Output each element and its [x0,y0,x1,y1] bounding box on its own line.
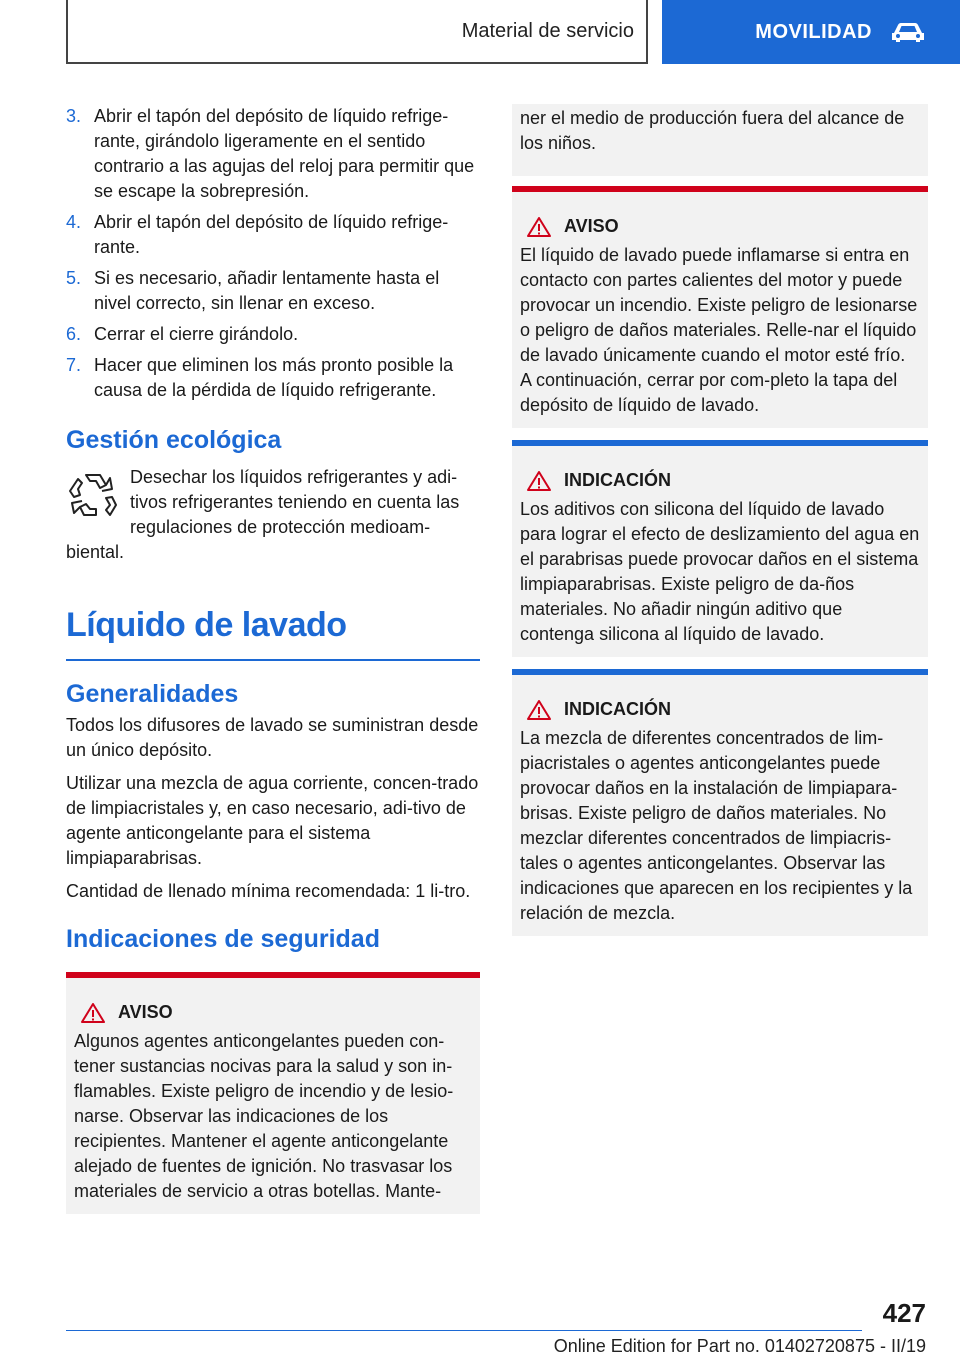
warning-title [520,214,920,239]
step-number: 4. [66,212,82,232]
step-text: Hacer que eliminen los más pronto posible la causa de la pérdida de líquido refrigerante. [94,355,454,400]
section-label: Material de servicio [461,19,634,42]
step-item [66,210,480,260]
warning-continuation-text: ner el medio de producción fuera del alcance de los niños. [520,108,905,153]
step-text: Abrir el tapón del depósito de líquido refrige-rante. [94,212,449,257]
warning-label: AVISO [564,216,619,236]
notice-label: INDICACIÓN [564,699,671,719]
warning-label: AVISO [118,1002,173,1022]
step-item [66,353,480,403]
step-item [66,266,480,316]
footer-edition: Online Edition for Part no. 01402720875 - II/19 [553,1336,926,1356]
notice-text: Los aditivos con silicona del líquido de lavado para lograr el efecto de deslizamiento del agua en el parabrisas puede provocar daños en el sistema limpiaparabrisas. Existe peligro de da-ños materiales. No añadir ningún aditivo que contenga silicona al líquido de lavado. [520,499,920,644]
step-number: 5. [66,268,82,288]
warning-text: Algunos agentes anticongelantes pueden con-tener sustancias nocivas para la salud y son in-flamables. Existe peligro de incendio y de lesio-narse. Observar las indicaciones de los recipientes. Mantener el agente anticongelante alejado de fuentes de ignición. No trasvasar los materiales de servicio a otras botellas. Mante- [74,1031,454,1201]
step-item [66,322,480,347]
warning-triangle-icon [80,1002,106,1024]
general-paragraph-1: Todos los difusores de lavado se suministran desde un único depósito. [66,715,479,760]
warning-box-antifreeze [66,972,480,1214]
safety-heading: Indicaciones de seguridad [66,925,380,953]
warning-triangle-icon [526,216,552,238]
warning-box-flammable [512,186,928,428]
header-section-title [66,0,648,64]
eco-paragraph [66,465,480,565]
notice-label: INDICACIÓN [564,470,671,490]
car-icon [890,21,926,43]
eco-heading: Gestión ecológica [66,426,282,454]
notice-title [520,697,920,722]
right-column [512,104,928,936]
warning-triangle-icon [526,699,552,721]
warning-triangle-icon [526,470,552,492]
footer-divider [66,1330,862,1331]
notice-box-silicone [512,440,928,657]
notice-title [520,468,920,493]
page-number: 427 [882,1298,926,1328]
header-chapter-tab[interactable] [662,0,960,64]
step-number: 3. [66,106,82,126]
general-paragraph-3: Cantidad de llenado mínima recomendada: 1 li-tro. [66,881,471,901]
eco-text: Desechar los líquidos refrigerantes y adi-tivos refrigerantes teniendo en cuenta las regulaciones de protección medioam-biental. [66,467,460,562]
step-text: Abrir el tapón del depósito de líquido refrige-rante, girándolo ligeramente en el sentido contrario a las agujas del reloj para permitir que se escape la sobrepresión. [94,106,475,201]
chapter-label: MOVILIDAD [755,20,872,43]
left-column [66,104,480,1214]
washer-fluid-title: Líquido de lavado [66,605,480,661]
general-paragraph-2: Utilizar una mezcla de agua corriente, concen-trado de limpiacristales y, en caso necesario, adi-tivo de agente anticongelante para el sistema limpiaparabrisas. [66,773,479,868]
step-item [66,104,480,204]
step-text: Si es necesario, añadir lentamente hasta el nivel correcto, sin llenar en exceso. [94,268,440,313]
warning-title [74,1000,472,1025]
notice-box-mixing [512,669,928,936]
notice-text: La mezcla de diferentes concentrados de lim-piacristales o agentes anticongelantes puede provocar daños en la instalación de limpiapara-brisas. Existe peligro de daños materiales. No mezclar diferentes concentrados de limpiacris-tales o agentes anticongelantes. Observar las indicaciones que aparecen en los recipientes y la relación de mezcla. [520,728,913,923]
step-number: 6. [66,324,82,344]
warning-box-continuation [512,104,928,176]
general-heading: Generalidades [66,680,239,708]
recycle-icon [66,467,120,521]
step-text: Cerrar el cierre girándolo. [94,324,299,344]
warning-text: El líquido de lavado puede inflamarse si entra en contacto con partes calientes del motor y puede provocar un incendio. Existe peligro de lesionarse o peligro de daños materiales. Relle-nar el líquido de lavado únicamente cuando el motor esté frío. A continuación, cerrar por com-pleto la tapa del depósito de líquido de lavado. [520,245,918,415]
step-number: 7. [66,355,82,375]
